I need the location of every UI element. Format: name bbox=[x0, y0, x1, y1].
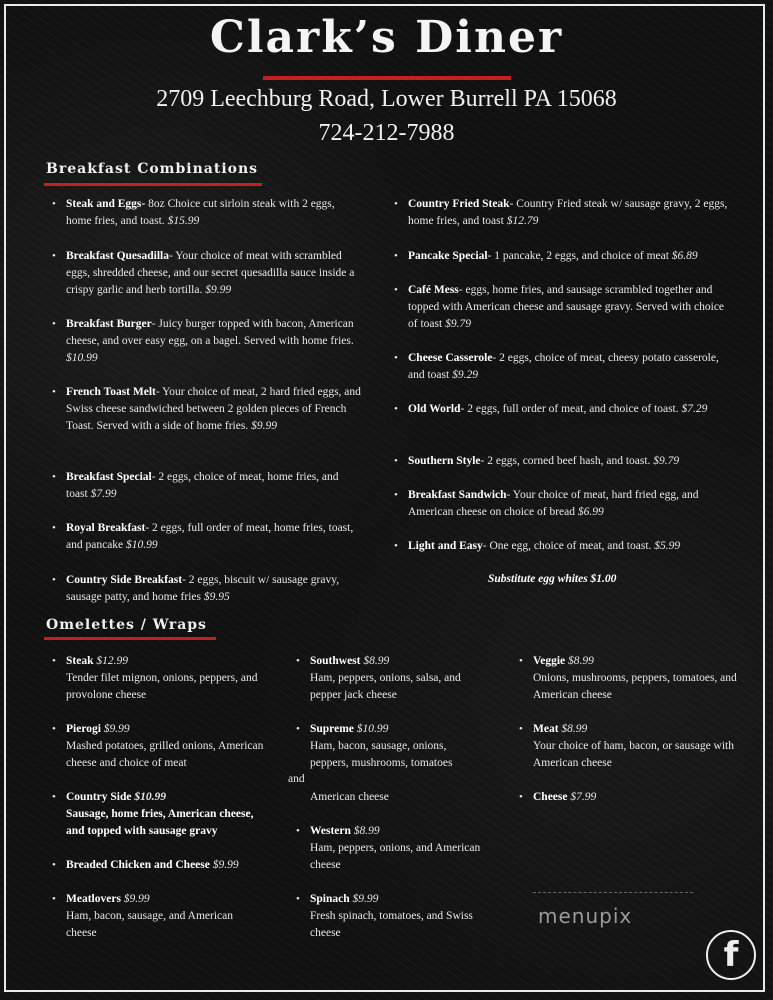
item-description: - 2 eggs, choice of meat, cheesy potato casserole, and toast bbox=[408, 352, 719, 381]
facebook-icon[interactable]: f bbox=[706, 930, 756, 980]
item-description: Your choice of ham, bacon, or sausage with American cheese bbox=[533, 740, 734, 769]
item-price: $8.99 bbox=[561, 723, 588, 735]
item-name: Breakfast Sandwich bbox=[408, 489, 507, 501]
item-name: Country Side Breakfast bbox=[66, 574, 183, 586]
item-name: Steak and Eggs- bbox=[66, 198, 146, 210]
bullet-icon: • bbox=[296, 825, 300, 837]
omelette-item bbox=[52, 789, 266, 840]
bullet-icon: • bbox=[519, 791, 523, 803]
item-name: Cheese bbox=[533, 791, 568, 803]
item-price: $9.99 bbox=[205, 284, 232, 296]
supreme-tail: American cheese bbox=[310, 791, 389, 803]
item-price: $5.99 bbox=[654, 540, 681, 552]
omelette-item bbox=[296, 653, 486, 704]
item-name: French Toast Melt bbox=[66, 386, 156, 398]
item-name: Café Mess bbox=[408, 284, 459, 296]
item-price: $10.99 bbox=[356, 723, 389, 735]
item-price: $9.99 bbox=[251, 420, 277, 432]
item-name: Breaded Chicken and Cheese bbox=[66, 859, 210, 871]
bullet-icon: • bbox=[52, 893, 56, 905]
bullet-icon: • bbox=[394, 352, 398, 364]
omelette-item bbox=[52, 653, 266, 704]
item-price: $12.79 bbox=[506, 215, 539, 227]
omelette-item bbox=[296, 721, 486, 772]
bullet-icon: • bbox=[519, 655, 523, 667]
item-description: - Your choice of meat, 2 hard fried eggs, and Swiss cheese sandwiched between 2 golden pieces of French Toast. Served with a side of home fries. bbox=[66, 386, 361, 432]
bullet-icon: • bbox=[394, 455, 398, 467]
item-price: $10.99 bbox=[134, 791, 166, 803]
item-description: - Juicy burger topped with bacon, American cheese, and over easy egg, on a bagel. Served with home fries. bbox=[66, 318, 354, 347]
omelette-item bbox=[519, 653, 743, 704]
item-price: $15.99 bbox=[167, 215, 200, 227]
bullet-icon: • bbox=[52, 471, 56, 483]
omelette-item bbox=[296, 891, 486, 942]
item-price: $7.29 bbox=[681, 403, 708, 415]
item-price: $9.79 bbox=[445, 318, 471, 330]
item-description: - 2 eggs, choice of meat, home fries, and toast bbox=[66, 471, 339, 500]
item-name: Spinach bbox=[310, 893, 350, 905]
bullet-icon: • bbox=[296, 723, 300, 735]
address: 2709 Leechburg Road, Lower Burrell PA 15068 bbox=[156, 86, 617, 112]
item-description: - 2 eggs, full order of meat, home fries, toast, and pancake bbox=[66, 522, 354, 551]
item-description: 8oz Choice cut sirloin steak with 2 eggs, home fries, and toast. bbox=[66, 198, 335, 227]
breakfast-item bbox=[52, 316, 362, 367]
item-price: $8.99 bbox=[363, 655, 390, 667]
item-price: $10.99 bbox=[126, 539, 158, 551]
breakfast-item bbox=[394, 248, 734, 265]
item-name: Country Fried Steak bbox=[408, 198, 510, 210]
bullet-icon: • bbox=[52, 250, 56, 262]
bullet-icon: • bbox=[52, 318, 56, 330]
omelette-item bbox=[296, 823, 486, 874]
item-description: Tender filet mignon, onions, peppers, and provolone cheese bbox=[66, 672, 258, 701]
item-description: Ham, peppers, onions, salsa, and pepper jack cheese bbox=[310, 672, 461, 701]
item-name: Pancake Special bbox=[408, 250, 488, 262]
item-description: Ham, bacon, sausage, onions, peppers, mushrooms, tomatoes bbox=[310, 740, 453, 769]
watermark-rule bbox=[533, 892, 693, 894]
bullet-icon: • bbox=[52, 791, 56, 803]
item-price: $9.99 bbox=[123, 893, 150, 905]
section-underline bbox=[44, 183, 262, 186]
breakfast-item bbox=[394, 487, 734, 521]
item-description: Mashed potatoes, grilled onions, American cheese and choice of meat bbox=[66, 740, 264, 769]
bullet-icon: • bbox=[296, 655, 300, 667]
item-description: Ham, bacon, sausage, and American cheese bbox=[66, 910, 234, 939]
item-description: - 2 eggs, full order of meat, and choice of toast. bbox=[460, 403, 682, 415]
item-price: $7.99 bbox=[570, 791, 597, 803]
omelette-item bbox=[52, 891, 266, 942]
item-price: $9.79 bbox=[653, 455, 680, 467]
item-price: $9.99 bbox=[212, 859, 239, 871]
bullet-icon: • bbox=[394, 540, 398, 552]
item-name: Breakfast Quesadilla bbox=[66, 250, 169, 262]
item-description: Ham, peppers, onions, and American cheese bbox=[310, 842, 481, 871]
bullet-icon: • bbox=[52, 386, 56, 398]
breakfast-item bbox=[52, 248, 362, 299]
bullet-icon: • bbox=[52, 655, 56, 667]
supreme-and: and bbox=[288, 773, 305, 785]
section-underline bbox=[44, 637, 216, 640]
item-name: Breakfast Special bbox=[66, 471, 152, 483]
bullet-icon: • bbox=[296, 893, 300, 905]
breakfast-item bbox=[52, 384, 362, 435]
item-name: Royal Breakfast bbox=[66, 522, 146, 534]
breakfast-item bbox=[394, 453, 734, 470]
breakfast-item bbox=[52, 196, 362, 230]
omelette-item bbox=[52, 857, 266, 874]
item-price: $8.99 bbox=[568, 655, 594, 667]
item-description: - 2 eggs, biscuit w/ sausage gravy, sausage patty, and home fries bbox=[66, 574, 340, 603]
item-description: - 2 eggs, corned beef hash, and toast. bbox=[480, 455, 654, 467]
bullet-icon: • bbox=[394, 198, 398, 210]
bullet-icon: • bbox=[394, 489, 398, 501]
bullet-icon: • bbox=[52, 522, 56, 534]
breakfast-item bbox=[394, 401, 734, 418]
omelette-item bbox=[52, 721, 266, 772]
item-description: - One egg, choice of meat, and toast. bbox=[482, 540, 655, 552]
breakfast-item bbox=[394, 196, 734, 230]
section-title-omelettes: Omelettes / Wraps bbox=[46, 617, 207, 633]
omelette-item bbox=[519, 721, 743, 772]
item-name: Western bbox=[310, 825, 351, 837]
item-price: $9.99 bbox=[352, 893, 379, 905]
item-name: Meatlovers bbox=[66, 893, 121, 905]
bullet-icon: • bbox=[394, 250, 398, 262]
item-name: Pierogi bbox=[66, 723, 101, 735]
menupix-watermark: menupix bbox=[538, 904, 633, 928]
item-description: - Country Fried steak w/ sausage gravy, 2 eggs, home fries, and toast bbox=[408, 198, 728, 227]
item-name: Meat bbox=[533, 723, 559, 735]
item-price: $9.29 bbox=[452, 369, 478, 381]
breakfast-item bbox=[394, 350, 734, 384]
item-description: - eggs, home fries, and sausage scrambled together and topped with American cheese and sausage gravy. Served with choice of toast bbox=[408, 284, 725, 330]
item-name: Cheese Casserole bbox=[408, 352, 493, 364]
substitute-note: Substitute egg whites $1.00 bbox=[488, 573, 617, 585]
item-name: Steak bbox=[66, 655, 94, 667]
section-title-breakfast: Breakfast Combinations bbox=[46, 161, 259, 177]
item-price: $9.95 bbox=[203, 591, 230, 603]
bullet-icon: • bbox=[52, 198, 56, 210]
item-price: $10.99 bbox=[66, 352, 98, 364]
item-price: $6.89 bbox=[671, 250, 698, 262]
item-name: Southern Style bbox=[408, 455, 481, 467]
item-price: $9.99 bbox=[103, 723, 130, 735]
breakfast-item bbox=[394, 538, 734, 555]
item-name: Veggie bbox=[533, 655, 566, 667]
item-price: $7.99 bbox=[90, 488, 117, 500]
item-description: - Your choice of meat with scrambled eggs, shredded cheese, and our secret quesadilla sauce inside a crispy garlic and herb tortilla. bbox=[66, 250, 355, 296]
bullet-icon: • bbox=[52, 859, 56, 871]
item-description: Fresh spinach, tomatoes, and Swiss cheese bbox=[310, 910, 473, 939]
breakfast-item bbox=[394, 282, 734, 333]
item-name: Southwest bbox=[310, 655, 361, 667]
bullet-icon: • bbox=[394, 284, 398, 296]
item-description: - Your choice of meat, hard fried egg, and American cheese on choice of bread bbox=[408, 489, 699, 518]
breakfast-item bbox=[52, 572, 362, 606]
omelette-item bbox=[519, 789, 743, 806]
bullet-icon: • bbox=[394, 403, 398, 415]
item-name: Supreme bbox=[310, 723, 354, 735]
page-title: Clark’s Diner bbox=[209, 12, 564, 63]
item-description: - 1 pancake, 2 eggs, and choice of meat bbox=[487, 250, 672, 262]
item-price: $6.99 bbox=[577, 506, 604, 518]
item-name: Light and Easy bbox=[408, 540, 483, 552]
breakfast-item bbox=[52, 469, 362, 503]
item-description: Sausage, home fries, American cheese, and topped with sausage gravy bbox=[66, 808, 254, 837]
item-price: $12.99 bbox=[96, 655, 128, 667]
title-underline bbox=[263, 76, 511, 80]
item-name: Breakfast Burger bbox=[66, 318, 152, 330]
item-description: Onions, mushrooms, peppers, tomatoes, and American cheese bbox=[533, 672, 737, 701]
bullet-icon: • bbox=[52, 574, 56, 586]
bullet-icon: • bbox=[52, 723, 56, 735]
phone-number[interactable]: 724-212-7988 bbox=[318, 120, 455, 146]
bullet-icon: • bbox=[519, 723, 523, 735]
item-name: Country Side bbox=[66, 791, 132, 803]
item-name: Old World bbox=[408, 403, 461, 415]
item-price: $8.99 bbox=[353, 825, 380, 837]
breakfast-item bbox=[52, 520, 362, 554]
